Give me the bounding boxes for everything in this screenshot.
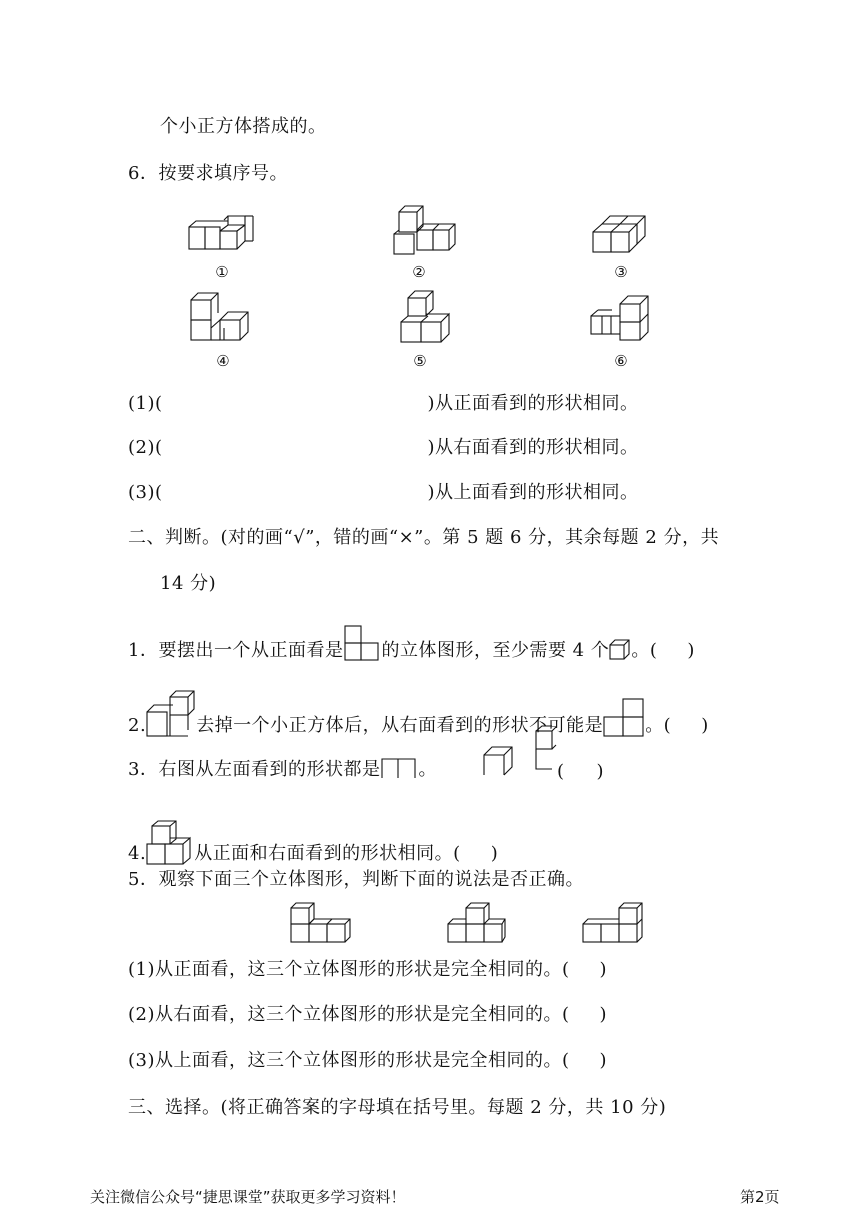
s2-q5-sub-2 xyxy=(128,1003,607,1027)
s2-q3-text-a: 3．右图从左面看到的形状都是 xyxy=(128,759,381,780)
s2-q3-text-b: 。 xyxy=(418,759,437,780)
q6-figure-5 xyxy=(400,290,460,346)
s2-q5-sub-3-text: (3)从上面看，这三个立体图形的形状是完全相同的。( xyxy=(128,1050,570,1071)
q6-figure-4 xyxy=(190,292,260,344)
q6-sub-1 xyxy=(128,392,639,416)
s2-q1 xyxy=(128,625,695,663)
s2-q2-text-c: 。( xyxy=(645,715,672,736)
q6-label-3: ③ xyxy=(614,263,628,281)
q6-figure-6 xyxy=(590,292,656,344)
q6-sub-2-suffix: )从右面看到的形状相同。 xyxy=(427,437,639,458)
s2-q3-close-paren: ) xyxy=(596,761,605,782)
q6-figure-2 xyxy=(393,206,465,256)
footer-promo-text: 关注微信公众号“捷思课堂”获取更多学习资料！ xyxy=(90,1188,406,1206)
s2-q5-sub-1-close: ) xyxy=(599,959,608,980)
s2-q1-text-b: 的立体图形，至少需要 4 个 xyxy=(381,640,610,661)
s2-q2-text-b: 去掉一个小正方体后，从右面看到的形状不可能是 xyxy=(196,715,604,736)
s2-q3-figure-a xyxy=(482,745,516,777)
footer-page-number: 第2页 xyxy=(740,1188,780,1206)
q6-sub-1-suffix: )从正面看到的形状相同。 xyxy=(427,393,639,414)
s2-q5-title: 5．观察下面三个立体图形，判断下面的说法是否正确。 xyxy=(128,869,584,890)
s2-q4-solid-figure xyxy=(146,820,194,866)
section2-heading-line1: 二、判断。(对的画“√”，错的画“×”。第 5 题 6 分，其余每题 2 分，共 xyxy=(128,527,720,548)
s2-q3-answer-paren xyxy=(557,760,604,784)
s2-q5-sub-3 xyxy=(128,1049,607,1073)
top-fragment-text: 个小正方体搭成的。 xyxy=(160,116,327,137)
s2-q4-close-paren: ) xyxy=(490,843,499,864)
s2-q5-figure-3 xyxy=(582,900,644,944)
s2-q2-right-view-figure xyxy=(603,698,645,738)
q6-label-4: ④ xyxy=(216,352,230,370)
q6-label-1: ① xyxy=(215,263,229,281)
q6-title: 6．按要求填序号。 xyxy=(128,163,288,184)
q6-label-5: ⑤ xyxy=(413,352,427,370)
section3-heading: 三、选择。(将正确答案的字母填在括号里。每题 2 分，共 10 分) xyxy=(128,1097,667,1118)
s2-q5-figure-1 xyxy=(290,900,352,944)
q6-sub-3-suffix: )从上面看到的形状相同。 xyxy=(427,482,639,503)
s2-q1-small-cube-icon xyxy=(609,639,631,661)
s2-q4-number: 4. xyxy=(128,843,147,864)
s2-q5-sub-2-text: (2)从右面看，这三个立体图形的形状是完全相同的。( xyxy=(128,1004,570,1025)
q6-sub-2-prefix: (2)( xyxy=(128,437,163,458)
s2-q2-solid-figure xyxy=(146,690,196,738)
q6-sub-3 xyxy=(128,481,639,505)
s2-q3 xyxy=(128,758,437,782)
s2-q3-open-paren: ( xyxy=(557,761,565,782)
s2-q5-sub-1 xyxy=(128,958,607,982)
q6-sub-2 xyxy=(128,436,639,460)
s2-q3-figure-b xyxy=(530,725,558,773)
s2-q2-number: 2. xyxy=(128,715,147,736)
q6-sub-1-prefix: (1)( xyxy=(128,393,163,414)
s2-q5-sub-3-close: ) xyxy=(599,1050,608,1071)
s2-q2-close-paren: ) xyxy=(701,715,709,736)
s2-q2 xyxy=(128,690,709,738)
s2-q1-text-c: 。( xyxy=(631,640,658,661)
q6-label-6: ⑥ xyxy=(614,352,628,370)
s2-q1-close-paren: ) xyxy=(687,640,695,661)
section2-heading-line2: 14 分) xyxy=(160,573,217,594)
s2-q5-figure-2 xyxy=(447,900,507,944)
q6-sub-3-prefix: (3)( xyxy=(128,482,163,503)
q6-label-2: ② xyxy=(412,263,426,281)
s2-q4 xyxy=(128,820,498,866)
s2-q5-sub-2-close: ) xyxy=(599,1004,608,1025)
s2-q4-text-b: 从正面和右面看到的形状相同。( xyxy=(194,843,461,864)
q6-figure-3 xyxy=(592,212,652,254)
s2-q1-front-view-figure xyxy=(343,625,381,661)
s2-q3-left-view-figure xyxy=(380,758,418,778)
s2-q5-sub-1-text: (1)从正面看，这三个立体图形的形状是完全相同的。( xyxy=(128,959,570,980)
q6-figure-1 xyxy=(188,215,260,253)
s2-q1-text-a: 1．要摆出一个从正面看是 xyxy=(128,640,344,661)
